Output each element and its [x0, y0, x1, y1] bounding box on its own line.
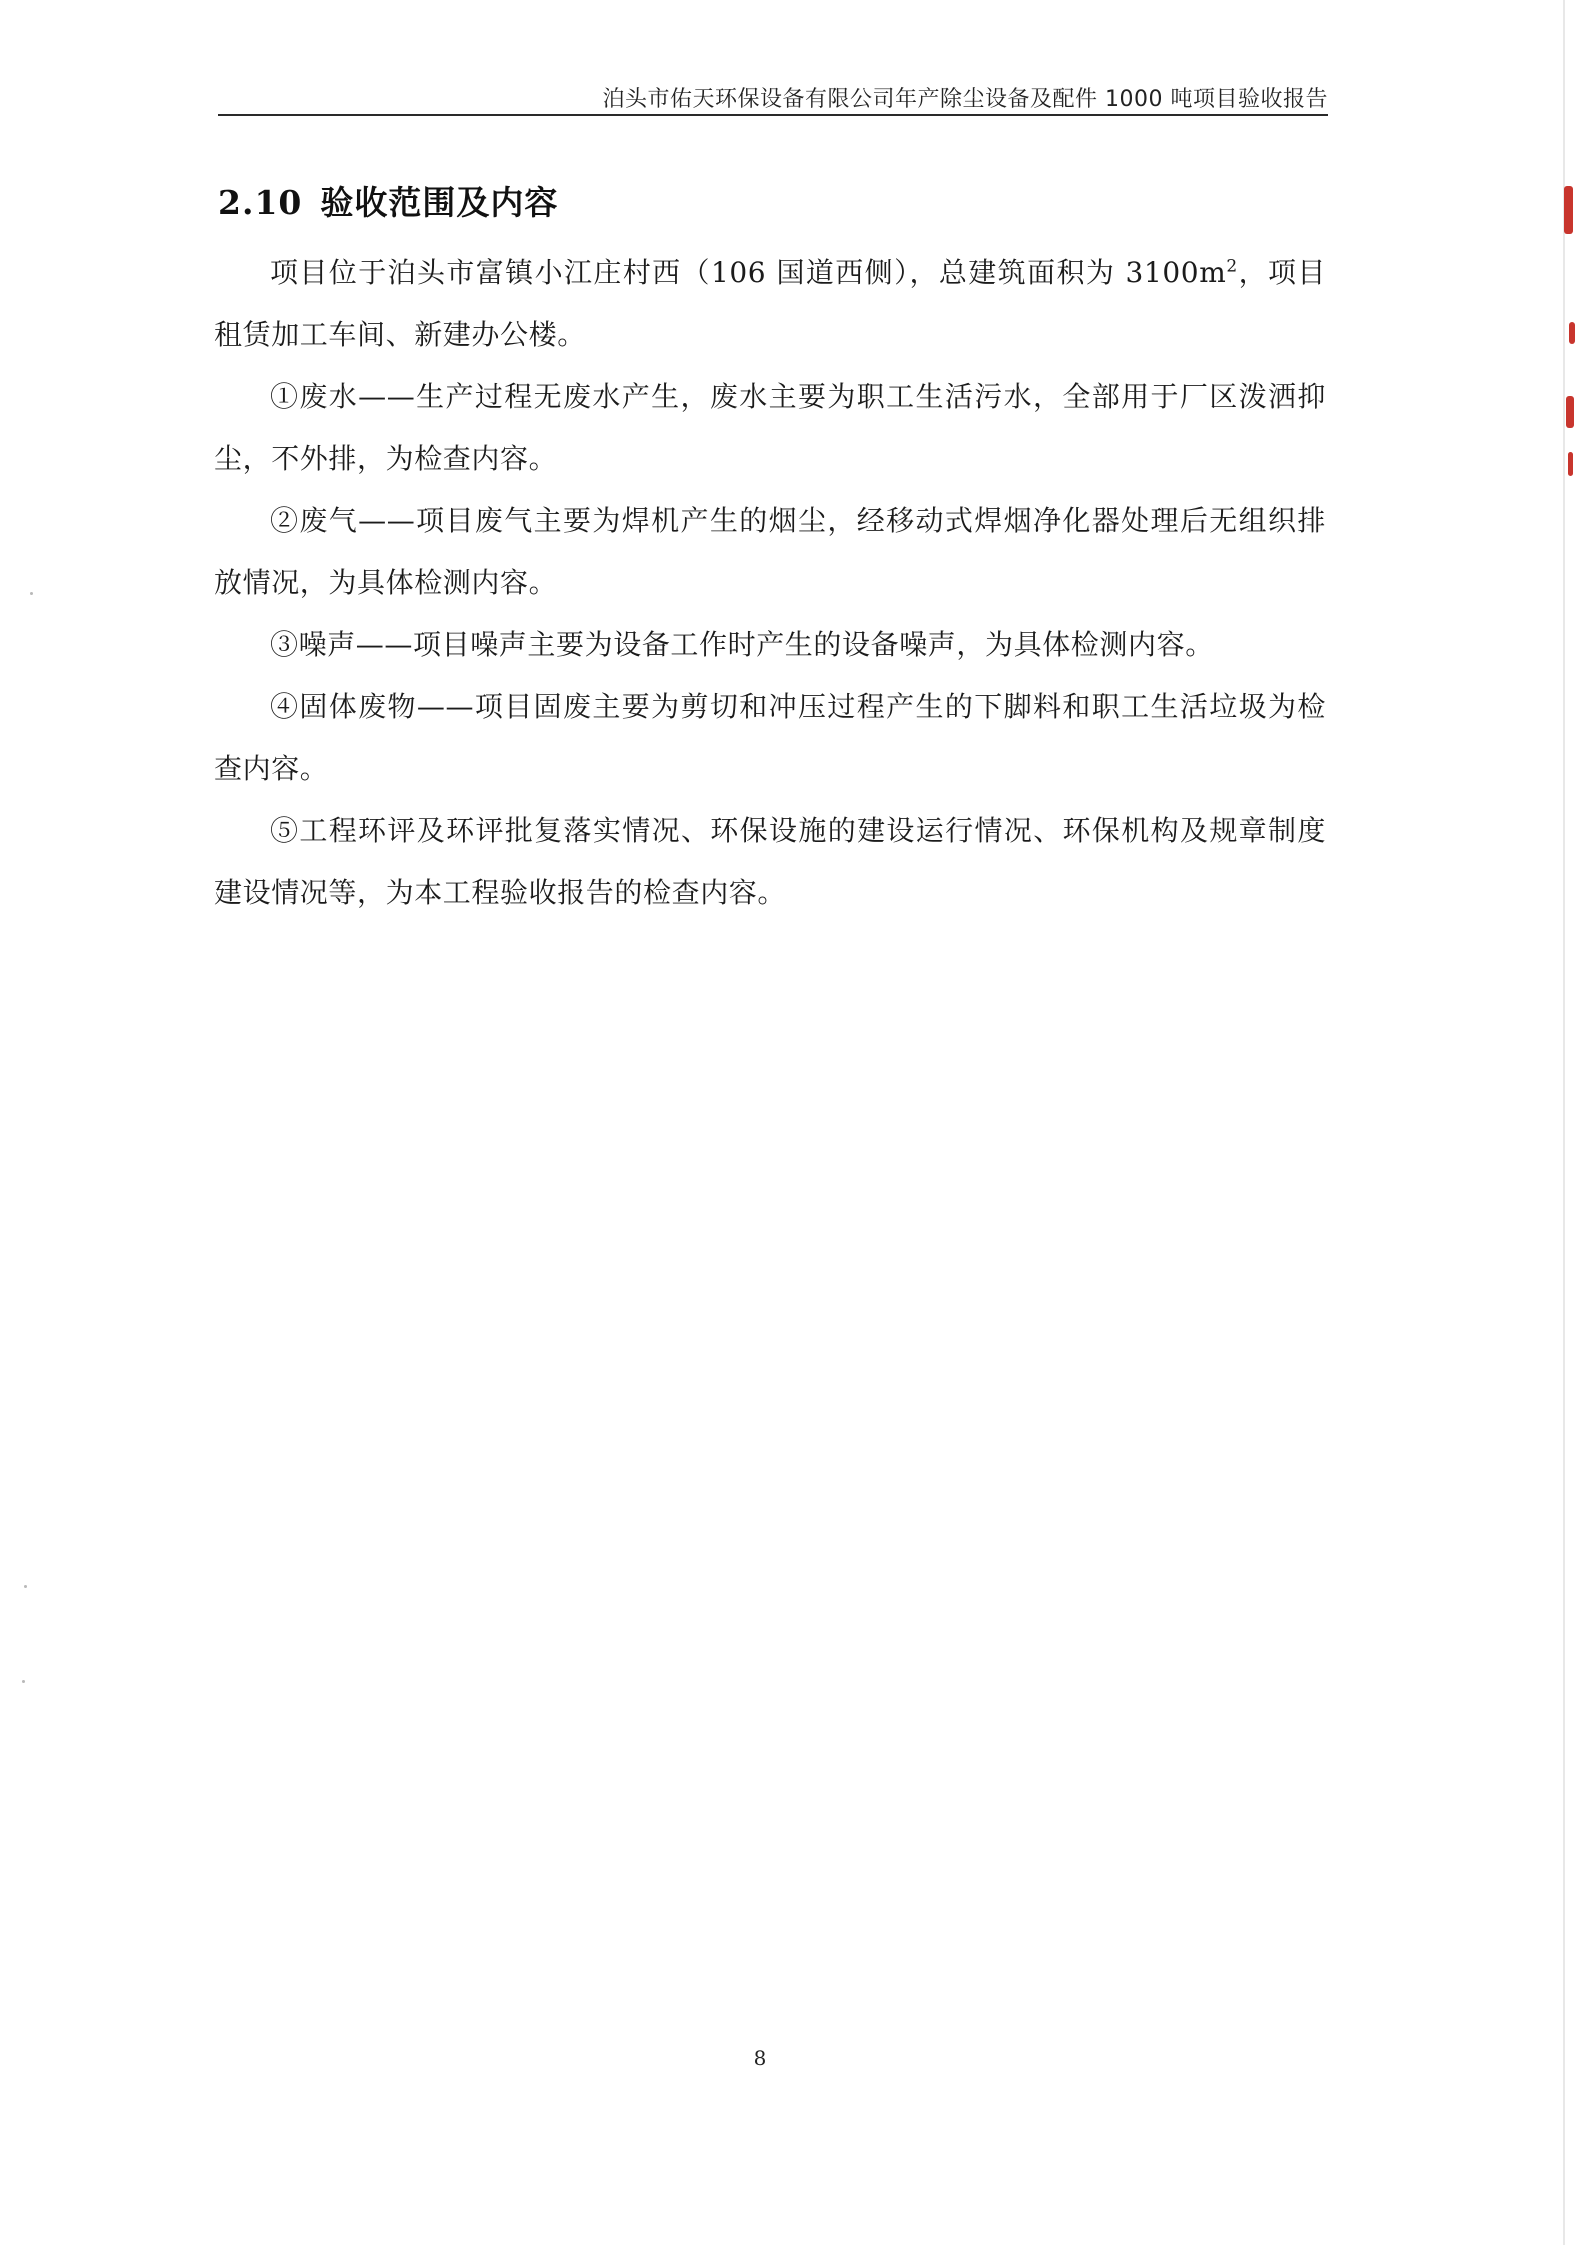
paragraph-noise: ③噪声——项目噪声主要为设备工作时产生的设备噪声，为具体检测内容。: [270, 628, 1214, 661]
scan-speck: [30, 592, 33, 595]
paragraph-waste-gas: ②废气——项目废气主要为焊机产生的烟尘，经移动式焊烟净化器处理后无组织排放情况，为具体检测内容。: [214, 504, 1326, 599]
paragraph-intro: [214, 242, 1326, 366]
area-unit-superscript: 2: [1226, 256, 1238, 277]
body-text: [214, 242, 1326, 924]
page-header: 泊头市佑天环保设备有限公司年产除尘设备及配件 1000 吨项目验收报告: [602, 87, 1328, 112]
section-title: 验收范围及内容: [320, 183, 559, 222]
seal-fragment-top: [1564, 186, 1573, 234]
scan-edge-shadow: [1563, 0, 1565, 2245]
seal-fragment-lower: [1566, 396, 1574, 428]
seal-fragment-bottom: [1568, 452, 1573, 476]
paragraph-compliance: ⑤工程环评及环评批复落实情况、环保设施的建设运行情况、环保机构及规章制度建设情况等，为本工程验收报告的检查内容。: [214, 814, 1326, 909]
paragraph-wastewater: ①废水——生产过程无废水产生，废水主要为职工生活污水，全部用于厂区泼洒抑尘，不外排，为检查内容。: [214, 380, 1326, 475]
section-heading: [218, 177, 558, 224]
intro-text-b: ，项目租赁加工车间、新建办公楼。: [214, 256, 1326, 351]
seal-fragment-middle: [1569, 322, 1575, 344]
paragraph-solid-waste: ④固体废物——项目固废主要为剪切和冲压过程产生的下脚料和职工生活垃圾为检查内容。: [214, 690, 1326, 785]
scan-speck: [24, 1585, 27, 1588]
header-divider: [218, 114, 1328, 116]
intro-text-a: 项目位于泊头市富镇小江庄村西（106 国道西侧），总建筑面积为 3100m: [270, 256, 1227, 289]
section-number: 2.10: [218, 183, 303, 222]
scan-speck: [22, 1680, 25, 1683]
page-number: 8: [753, 2046, 767, 2070]
